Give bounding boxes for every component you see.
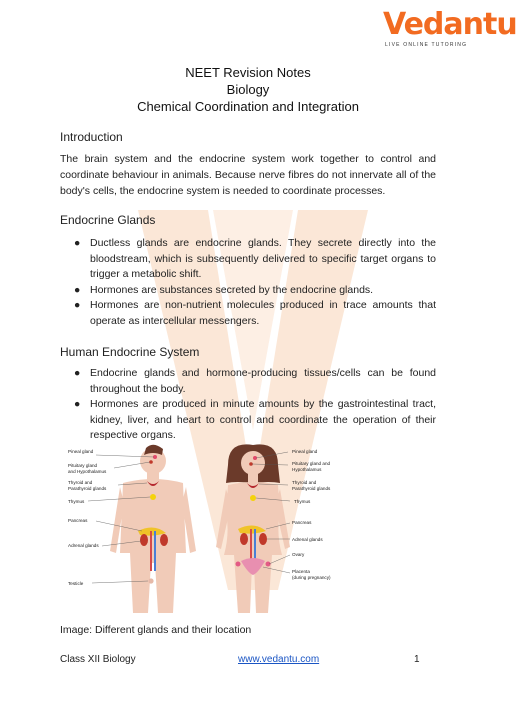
label-female-pancreas: Pancreas [292, 520, 312, 525]
label-female-adrenal: Adrenal glands [292, 537, 323, 542]
bullet-icon: ● [74, 367, 81, 379]
label-male-adrenal: Adrenal glands [68, 543, 99, 548]
label-female-thyroid-2: Parathyroid glands [292, 486, 331, 491]
label-male-pancreas: Pancreas [68, 518, 88, 523]
introduction-paragraph [60, 151, 436, 199]
list-item: ● Hormones are substances secreted by the endocrine glands. [60, 283, 436, 299]
male-thymus [150, 494, 156, 500]
footer-page-number: 1 [414, 654, 420, 665]
intro-line-2: coordinate behaviour in animals. Because nerve fibres do not innervate all of the [60, 169, 436, 181]
bullet-icon: ● [74, 398, 81, 410]
bullet-icon: ● [74, 299, 81, 311]
label-female-thymus: Thymus [294, 499, 311, 504]
footer-class-label: Class XII Biology [60, 654, 136, 665]
label-female-placenta-2: (during pregnancy) [292, 575, 331, 580]
label-male-testicle: Testicle [68, 581, 84, 586]
heading-endocrine-glands: Endocrine Glands [60, 213, 156, 227]
female-ovary [236, 562, 241, 567]
label-male-pituitary-2: and Hypothalamus [68, 469, 107, 474]
footer-website-link[interactable]: www.vedantu.com [238, 654, 320, 665]
label-female-pituitary-2: Hypothalamus [292, 467, 322, 472]
endocrine-glands-list [60, 236, 436, 329]
list-item: ● Ductless glands are endocrine glands. They secrete directly into the bloodstream, which is subsequently delivered to specific target organs to trigger a metabolic shift. [74, 237, 436, 280]
label-female-ovary: Ovary [292, 552, 305, 557]
heading-human-endocrine-system: Human Endocrine System [60, 345, 200, 359]
title-line-1: NEET Revision Notes [185, 65, 311, 80]
document-title [0, 64, 496, 115]
logo-tagline: LIVE ONLINE TUTORING [385, 42, 468, 48]
intro-line-3: body's cells, the endocrine system is needed to coordinate processes. [60, 185, 386, 197]
intro-line-1: The brain system and the endocrine system work together to control and [60, 153, 436, 165]
label-male-thyroid-1: Thyroid and [68, 480, 93, 485]
figure-caption: Image: Different glands and their location [60, 624, 252, 636]
female-thymus [250, 495, 256, 501]
list-item: ● Hormones are non-nutrient molecules produced in trace amounts that operate as intercellular messengers. [74, 299, 436, 327]
label-male-pituitary-1: Pituitary gland [68, 463, 98, 468]
human-endocrine-list [60, 366, 436, 444]
bullet-icon: ● [74, 283, 81, 296]
list-item: ● Hormones are produced in minute amounts by the gastrointestinal tract, kidney, liver, and heart to control and coordinate the operation of their respective organs. [74, 398, 436, 441]
label-female-placenta-1: Placenta [292, 569, 310, 574]
male-testicle [148, 578, 153, 583]
bullet-icon: ● [74, 237, 81, 249]
label-female-pineal: Pineal gland [292, 449, 318, 454]
label-male-thymus: Thymus [68, 499, 85, 504]
vedantu-logo [383, 7, 517, 52]
label-female-pituitary-1: Pituitary gland and [292, 461, 331, 466]
label-female-thyroid-1: Thyroid and [292, 480, 317, 485]
title-line-2: Biology [226, 82, 270, 97]
endocrine-diagram [58, 443, 358, 615]
heading-introduction: Introduction [60, 130, 123, 144]
logo-wordmark: Vedantu [383, 7, 517, 42]
label-male-pineal: Pineal gland [68, 449, 94, 454]
title-line-3: Chemical Coordination and Integration [137, 99, 359, 114]
endocrine-glands-figure [58, 443, 358, 615]
list-item: ● Endocrine glands and hormone-producing tissues/cells can be found throughout the body. [74, 367, 436, 395]
label-male-thyroid-2: Parathyroid glands [68, 486, 107, 491]
